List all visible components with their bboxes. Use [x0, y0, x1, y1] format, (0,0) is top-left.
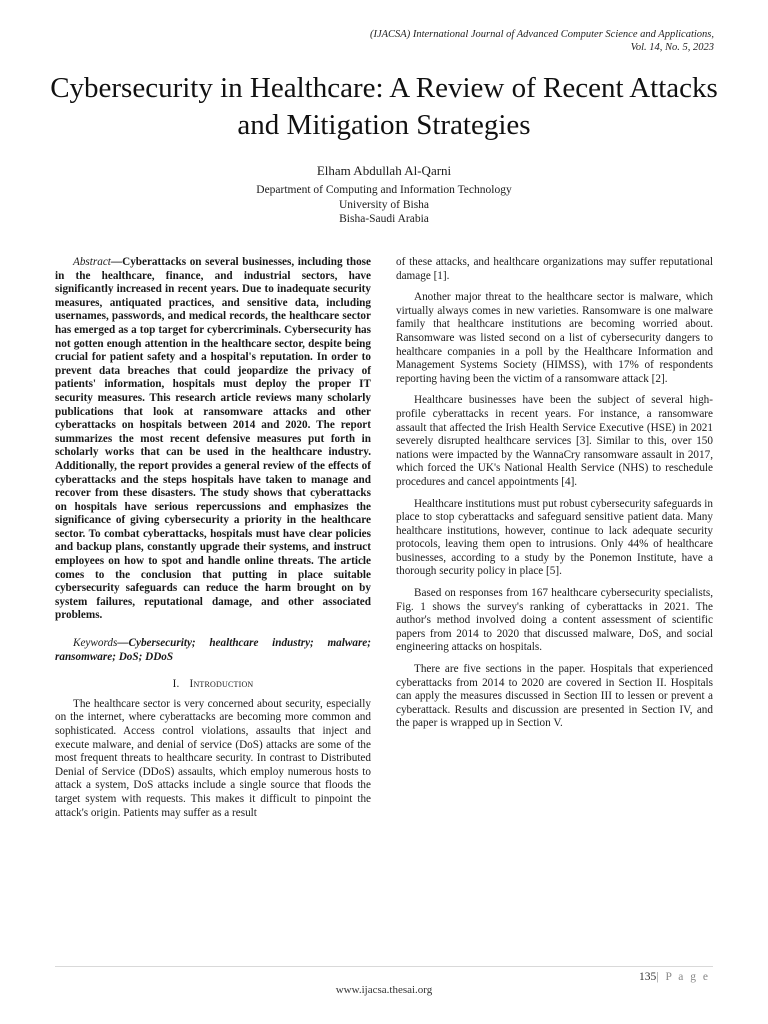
intro-paragraph: The healthcare sector is very concerned about security, especially on the internet, where cyberattacks are becoming more common and sophisticated. Access control violations, assaults that inject and execute malware, and denial of service (DoS) attacks are some of the most frequent threats to healthcare security. In contrast to Distributed Denial of Service (DDoS) assaults, which employ numerous hosts to attack a system, DoS attacks include a single source that floods the target system with requests. This makes it difficult to pinpoint the attack's origin. Patients may suffer as a result	[55, 697, 371, 819]
abstract	[55, 256, 371, 623]
footer-url: www.ijacsa.thesai.org	[335, 984, 433, 996]
page-number-value: 135	[639, 971, 657, 983]
section-heading-introduction	[55, 678, 371, 692]
author-affiliation	[0, 183, 768, 227]
footer-divider	[55, 966, 713, 967]
author-name: Elham Abdullah Al-Qarni	[316, 163, 452, 178]
keywords	[55, 637, 371, 664]
keywords-text: —Cybersecurity; healthcare industry; malware; ransomware; DoS; DDoS	[55, 637, 371, 663]
affiliation-department: Department of Computing and Information Technology	[256, 184, 512, 196]
body-paragraph: There are five sections in the paper. Hospitals that experienced cyberattacks from 2014 to 2020 are covered in Section II. Hospitals can apply the measures discussed in Section III to lessen or prevent a cyberattack. Results and discussion are presented in Section IV, and the paper is wrapped up in Section V.	[396, 663, 713, 730]
continued-paragraph: of these attacks, and healthcare organizations may suffer reputational damage [1].	[396, 256, 713, 282]
section-title: Introduction	[189, 678, 254, 691]
keywords-label: Keywords	[73, 637, 118, 650]
journal-volume: Vol. 14, No. 5, 2023	[630, 42, 714, 53]
left-column	[55, 256, 371, 828]
page-label: | P a g e	[656, 971, 710, 983]
right-column	[396, 256, 713, 739]
journal-name: (IJACSA) International Journal of Advanced Computer Science and Applications,	[369, 29, 714, 40]
section-number: I.	[172, 678, 180, 691]
body-paragraph: Another major threat to the healthcare sector is malware, which virtually always comes in new varieties. Ransomware is one malware family that healthcare institutions are becoming worried about. Ransomware was listed second on a list of cybersecurity dangers to healthcare companies in a poll by the Healthcare Information and Management Systems Society (HIMSS), with 17% of respondents reporting having been the victim of a ransomware attack [2].	[396, 291, 713, 385]
journal-header	[370, 28, 714, 54]
page-number	[639, 971, 710, 983]
affiliation-university: University of Bisha	[338, 198, 430, 211]
body-paragraph: Based on responses from 167 healthcare cybersecurity specialists, Fig. 1 shows the survey's ranking of cyberattacks in 2021. The author's method involved doing a content assessment of scientific papers from 2014 to 2020 that discussed malware, DoS, and social engineering attacks on hospitals.	[396, 587, 713, 654]
abstract-label: Abstract	[73, 256, 111, 268]
abstract-text: —Cyberattacks on several businesses, including those in the healthcare, finance, and industrial sectors, have significantly increased in recent years. Due to inadequate security measures, antiquated practices, and sensitive data, including usernames, passwords, and medical records, the healthcare sector has emerged as a top target for cybercriminals. Cybersecurity has not gotten enough attention in the healthcare sector, despite being crucial for patient safety and a hospital's reputation. In order to prevent data breaches that could jeopardize the privacy of patients' information, hospitals must deploy the proper IT security measures. This research article reviews many scholarly publications that look at ransomware attacks and other cyberattacks on hospitals between 2014 and 2020. The report summarizes the most recent defensive measures put forth in scholarly works that can be used in the healthcare industry. Additionally, the report provides a general review of the effects of cyberattacks and the steps hospitals have taken to manage and recover from these disasters. The study shows that cyberattacks on hospitals have serious repercussions and emphasizes the significance of giving cybersecurity a priority in the healthcare sector. To combat cyberattacks, hospitals must have clear policies and backup plans, constantly upgrade their systems, and instruct employees on how to spot and handle online threats. The article comes to the conclusion that putting in place suitable cybersecurity safeguards can reduce the harm brought on by system failures, reputational damage, and other associated problems.	[55, 256, 371, 622]
body-paragraph: Healthcare businesses have been the subject of several high-profile cyberattacks in recent years. For instance, a ransomware assault that affected the Irish Health Service Executive (HSE) in 2021 severely disrupted healthcare services [3]. Similar to this, over 150 nations were impacted by the WannaCry ransomware assault in 2017, which forced the UK's National Health Service (NHS) to reschedule procedures and cancel appointments [4].	[396, 394, 713, 488]
body-paragraph: Healthcare institutions must put robust cybersecurity safeguards in place to stop cyberattacks and safeguard sensitive patient data. Many healthcare institutions, however, continue to lack adequate security protocols, leaving them open to intrusions. Only 44% of healthcare businesses, according to a study by the Ponemon Institute, have a thorough security policy in place [5].	[396, 497, 713, 578]
paper-title: Cybersecurity in Healthcare: A Review of Recent Attacks and Mitigation Strategies	[50, 72, 718, 141]
affiliation-location: Bisha-Saudi Arabia	[339, 213, 429, 225]
